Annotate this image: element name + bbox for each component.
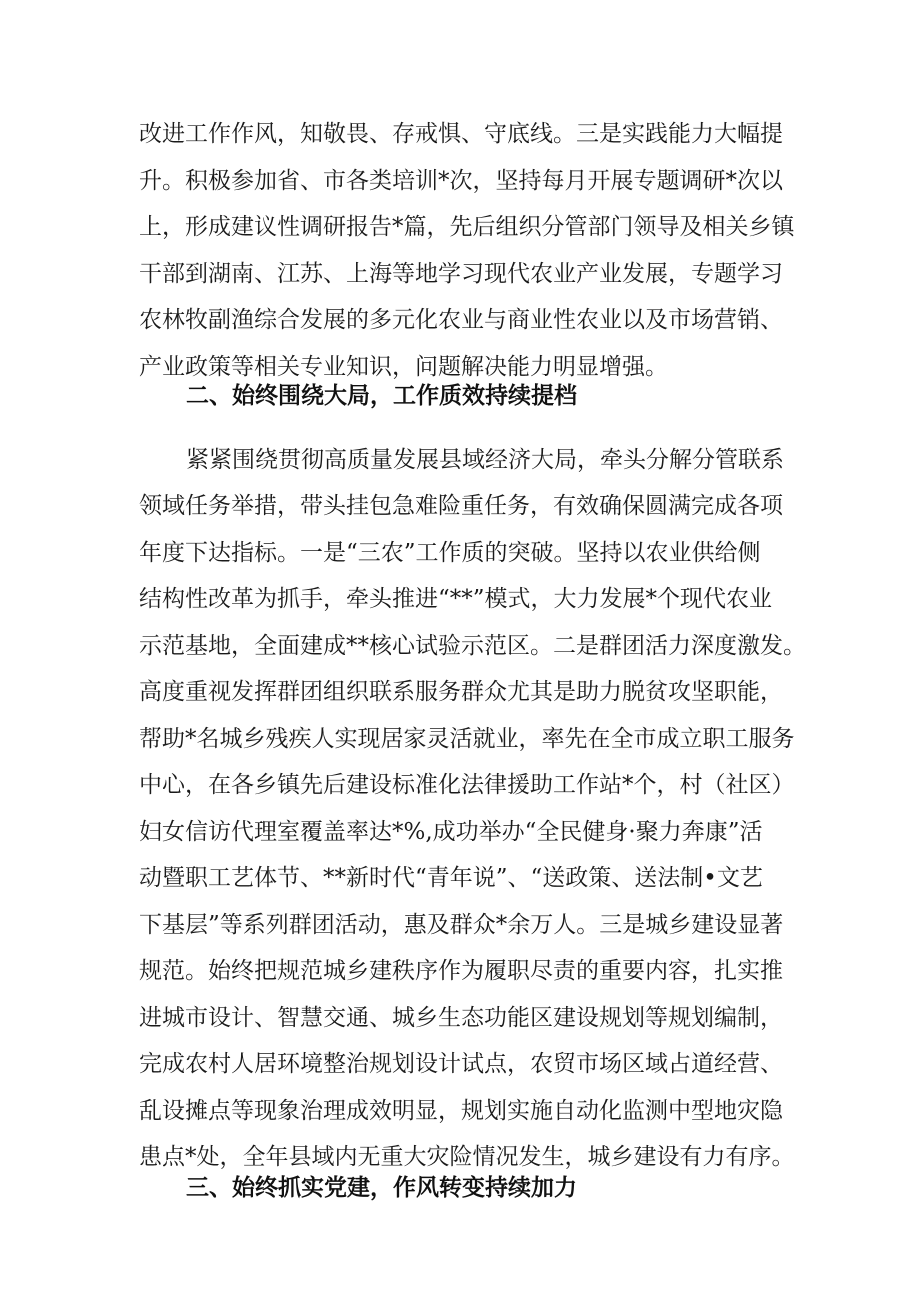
section-2-line-1: 紧紧围绕贯彻高质量发展县域经济大局，牵头分解分管联系: [186, 447, 784, 473]
paragraph-1-line-5: 农林牧副渔综合发展的多元化农业与商业性农业以及市场营销、: [139, 307, 783, 333]
section-2-line-10: 动暨职工艺体节、**新时代“青年说”、“送政策、送法制•文艺: [139, 865, 763, 891]
section-2-line-2: 领域任务举措，带头挂包急难险重任务，有效确保圆满完成各项: [139, 493, 783, 519]
paragraph-1-line-2: 升。积极参加省、市各类培训*次，坚持每月开展专题调研*次以: [139, 168, 783, 194]
section-2-line-4: 结构性改革为抓手，牵头推进“**”模式，大力发展*个现代农业: [139, 586, 773, 612]
section-2-line-9: 妇女信访代理室覆盖率达*%,成功举办“全民健身·聚力奔康”活: [139, 819, 763, 845]
paragraph-1-line-3: 上，形成建议性调研报告*篇，先后组织分管部门领导及相关乡镇: [139, 214, 795, 240]
section-2-line-3: 年度下达指标。一是“三农”工作质的突破。坚持以农业供给侧: [139, 540, 761, 566]
section-2-line-14: 完成农村人居环境整治规划设计试点，农贸市场区域占道经营、: [139, 1051, 783, 1077]
section-3-heading: 三、始终抓实党建，作风转变持续加力: [186, 1175, 577, 1201]
paragraph-1-line-6: 产业政策等相关专业知识，问题解决能力明显增强。: [139, 354, 668, 380]
paragraph-1-line-1: 改进工作作风，知敬畏、存戒惧、守底线。三是实践能力大幅提: [139, 121, 783, 147]
section-2-line-8: 中心，在各乡镇先后建设标准化法律援助工作站*个，村（社区）: [139, 772, 795, 798]
section-2-line-7: 帮助*名城乡残疾人实现居家灵活就业，率先在全市成立职工服务: [139, 726, 795, 752]
section-2-line-6: 高度重视发挥群团组织联系服务群众尤其是助力脱贫攻坚职能，: [139, 679, 783, 705]
section-2-line-11: 下基层”等系列群团活动，惠及群众*余万人。三是城乡建设显著: [139, 912, 784, 938]
section-2-line-15: 乱设摊点等现象治理成效明显，规划实施自动化监测中型地灾隐: [139, 1098, 783, 1124]
section-2-line-13: 进城市设计、智慧交通、城乡生态功能区建设规划等规划编制，: [139, 1005, 783, 1031]
paragraph-1-line-4: 干部到湖南、江苏、上海等地学习现代农业产业发展，专题学习: [139, 261, 783, 287]
section-2-line-12: 规范。始终把规范城乡建秩序作为履职尽责的重要内容，扎实推: [139, 958, 783, 984]
section-2-line-16: 患点*处，全年县域内无重大灾险情况发生，城乡建设有力有序。: [139, 1144, 795, 1170]
section-2-line-5: 示范基地，全面建成**核心试验示范区。二是群团活力深度激发。: [139, 633, 806, 659]
section-2-heading: 二、始终围绕大局，工作质效持续提档: [186, 383, 577, 409]
